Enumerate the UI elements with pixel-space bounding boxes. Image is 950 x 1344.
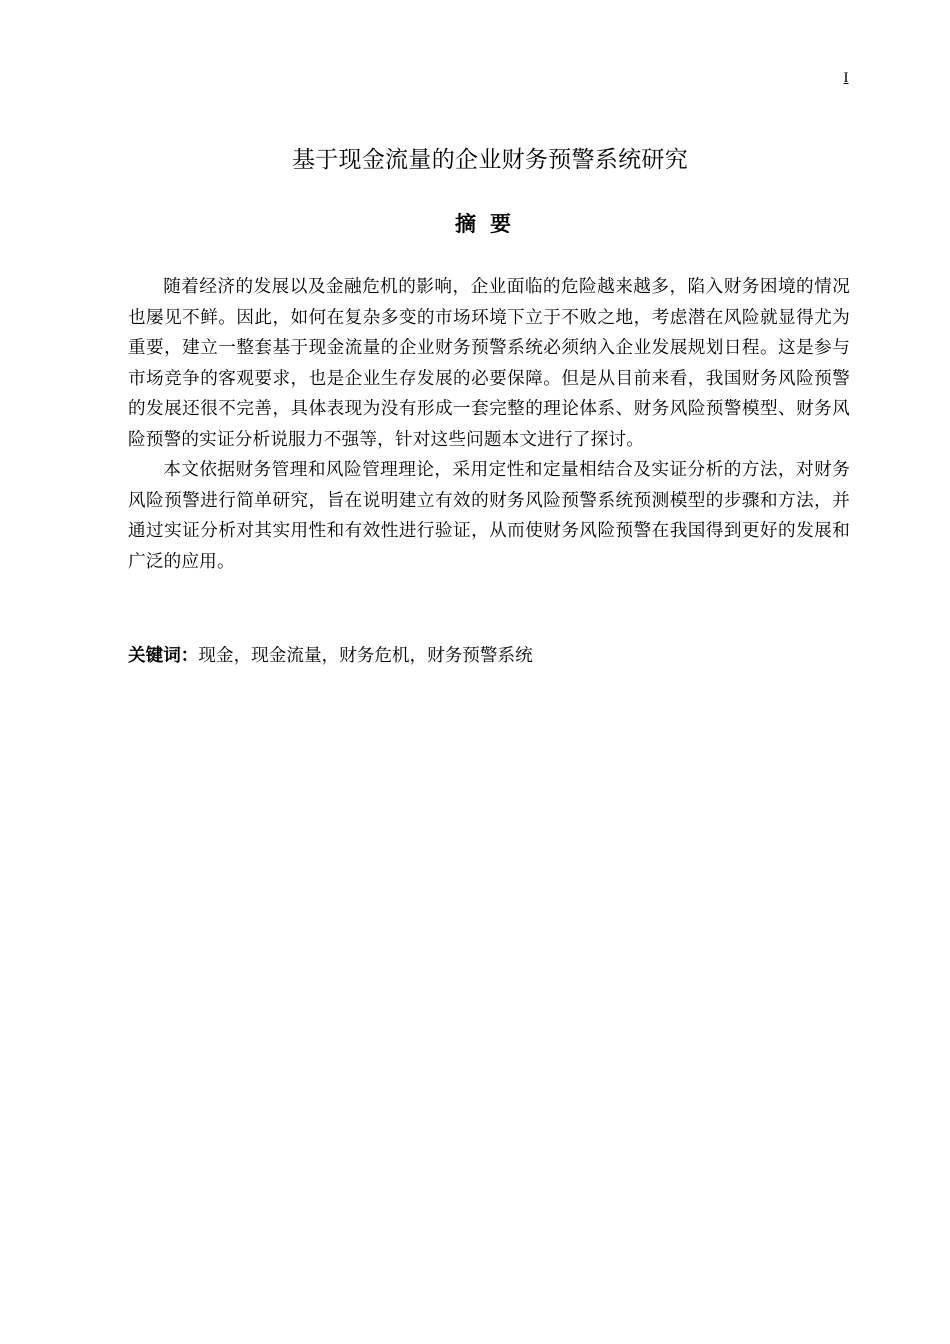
abstract-heading-text: 摘要 bbox=[455, 212, 525, 236]
page-number: I bbox=[843, 70, 849, 86]
document-title: 基于现金流量的企业财务预警系统研究 bbox=[291, 147, 689, 173]
keywords-label: 关键词： bbox=[128, 646, 199, 666]
abstract-body bbox=[128, 272, 850, 577]
abstract-heading bbox=[0, 207, 950, 241]
keywords-line bbox=[128, 641, 850, 671]
abstract-paragraph-1: 随着经济的发展以及金融危机的影响，企业面临的危险越来越多，陷入财务困境的情况也屡见不鲜。因此，如何在复杂多变的市场环境下立于不败之地，考虑潜在风险就显得尤为重要，建立一整套基于现金流量的企业财务预警系统必须纳入企业发展规划日程。这是参与市场竞争的客观要求，也是企业生存发展的必要保障。但是从目前来看，我国财务风险预警的发展还很不完善，具体表现为没有形成一套完整的理论体系、财务风险预警模型、财务风险预警的实证分析说服力不强等，针对这些问题本文进行了探讨。 bbox=[128, 277, 850, 450]
abstract-paragraph-2: 本文依据财务管理和风险管理理论，采用定性和定量相结合及实证分析的方法，对财务风险预警进行简单研究，旨在说明建立有效的财务风险预警系统预测模型的步骤和方法，并通过实证分析对其实用性和有效性进行验证，从而使财务风险预警在我国得到更好的发展和广泛的应用。 bbox=[128, 460, 850, 572]
keywords-value: 现金，现金流量，财务危机，财务预警系统 bbox=[198, 646, 533, 666]
